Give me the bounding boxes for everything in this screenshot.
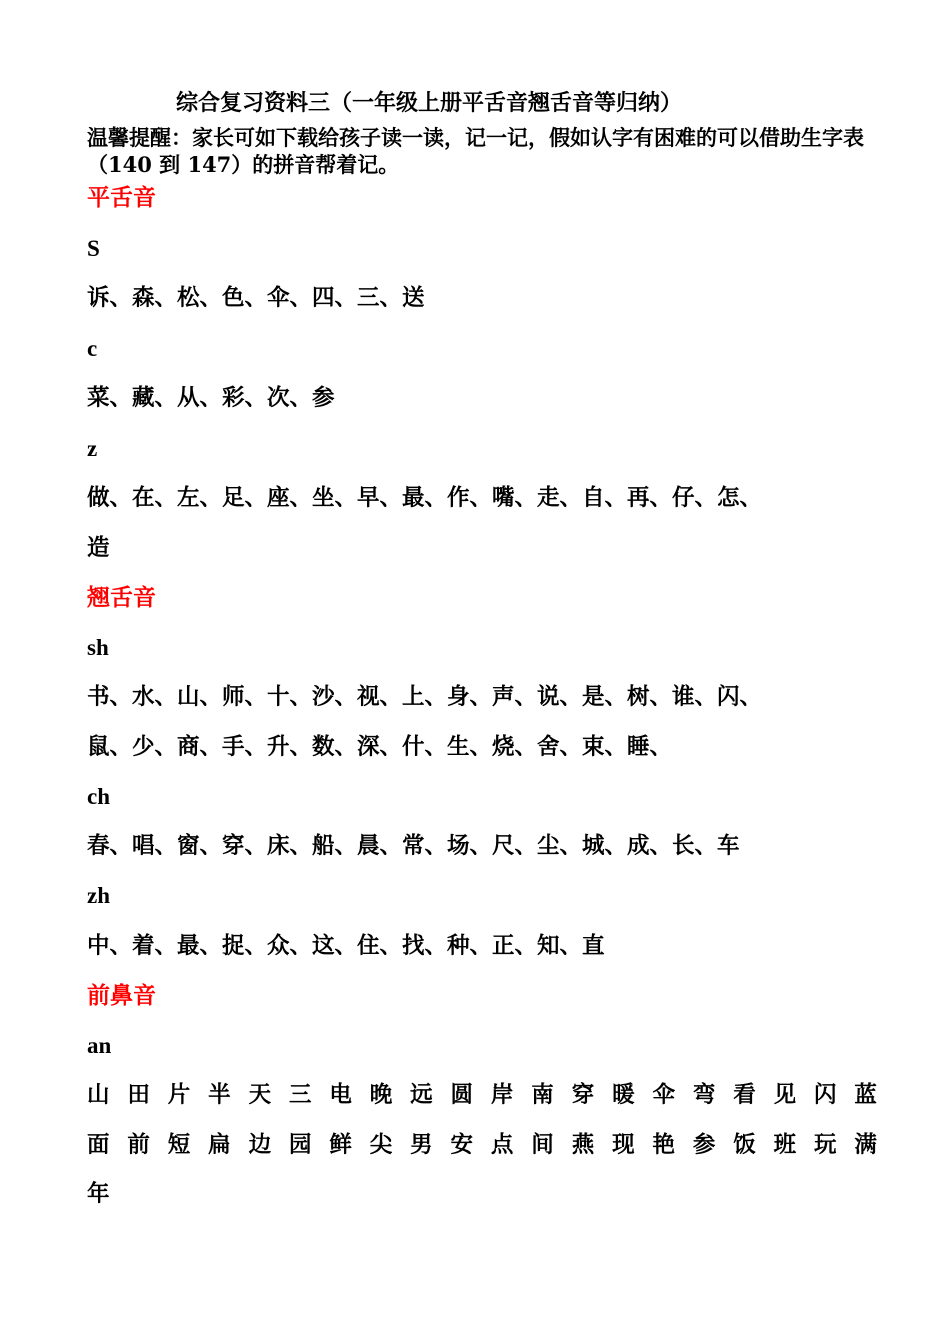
char-list-sh-line1: 书、水、山、师、十、沙、视、上、身、声、说、是、树、谁、闪、 (87, 684, 763, 710)
char-list-s: 诉、森、松、色、伞、四、三、送 (87, 285, 425, 311)
grid-char: 晚 (369, 1082, 393, 1108)
initial-label-z: z (87, 436, 98, 461)
grid-char: 半 (208, 1082, 231, 1108)
grid-char: 燕 (571, 1132, 595, 1158)
char-grid-an-row2 (87, 1130, 877, 1160)
char-list-z-line1: 做、在、左、足、座、坐、早、最、作、嘴、走、自、再、仔、怎、 (87, 485, 763, 511)
char-list-z-line2: 造 (87, 535, 110, 561)
grid-char: 蓝 (854, 1082, 877, 1108)
grid-char: 伞 (652, 1082, 675, 1108)
section-heading-qianbi: 前鼻音 (87, 982, 156, 1009)
char-list-an-row3: 年 (87, 1181, 110, 1207)
grid-char: 闪 (814, 1082, 837, 1108)
grid-char: 鲜 (329, 1132, 352, 1158)
grid-char: 远 (410, 1082, 433, 1108)
grid-char: 前 (127, 1132, 150, 1158)
char-list-zh: 中、着、最、捉、众、这、住、找、种、正、知、直 (87, 933, 605, 959)
grid-char: 安 (450, 1132, 474, 1158)
section-heading-pingshe: 平舌音 (87, 184, 156, 211)
grid-char: 点 (490, 1132, 514, 1158)
grid-char: 看 (733, 1082, 756, 1108)
grid-char: 尖 (369, 1132, 393, 1158)
grid-char: 班 (773, 1132, 797, 1158)
grid-char: 片 (167, 1082, 191, 1108)
grid-char: 见 (773, 1082, 797, 1108)
grid-char: 饭 (733, 1132, 756, 1158)
grid-char: 南 (531, 1082, 554, 1108)
grid-char: 弯 (692, 1082, 716, 1108)
document-title: 综合复习资料三（一年级上册平舌音翘舌音等归纳） (176, 90, 683, 116)
grid-char: 岸 (490, 1082, 514, 1108)
grid-char: 天 (248, 1082, 272, 1108)
initial-label-sh: sh (87, 635, 109, 660)
grid-char: 面 (87, 1132, 110, 1158)
grid-char: 扁 (208, 1132, 231, 1158)
grid-char: 山 (87, 1082, 110, 1108)
char-grid-an-row1 (87, 1080, 877, 1110)
char-list-c: 菜、藏、从、彩、次、参 (87, 385, 335, 411)
grid-char: 边 (248, 1132, 272, 1158)
final-label-an: an (87, 1033, 112, 1058)
grid-char: 满 (854, 1132, 877, 1158)
grid-char: 现 (612, 1132, 635, 1158)
grid-char: 玩 (814, 1132, 837, 1158)
grid-char: 短 (167, 1132, 191, 1158)
grid-char: 穿 (571, 1082, 595, 1108)
grid-char: 男 (410, 1132, 433, 1158)
initial-label-zh: zh (87, 883, 110, 908)
grid-char: 暖 (612, 1082, 635, 1108)
grid-char: 园 (288, 1132, 312, 1158)
grid-char: 间 (531, 1132, 554, 1158)
initial-label-s: S (87, 236, 100, 261)
grid-char: 圆 (450, 1082, 474, 1108)
char-list-sh-line2: 鼠、少、商、手、升、数、深、什、生、烧、舍、束、睡、 (87, 734, 673, 760)
initial-label-c: c (87, 336, 98, 361)
grid-char: 参 (692, 1132, 716, 1158)
grid-char: 艳 (652, 1132, 675, 1158)
grid-char: 电 (329, 1082, 352, 1108)
initial-label-ch: ch (87, 784, 110, 809)
reminder-note: 温馨提醒：家长可如下载给孩子读一读，记一记，假如认字有困难的可以借助生字表（140 到 147）的拼音帮着记。 (87, 125, 864, 177)
section-heading-qiaoshe: 翘舌音 (87, 584, 156, 611)
char-list-ch: 春、唱、窗、穿、床、船、晨、常、场、尺、尘、城、成、长、车 (87, 833, 740, 859)
grid-char: 田 (127, 1082, 150, 1108)
grid-char: 三 (288, 1082, 312, 1108)
